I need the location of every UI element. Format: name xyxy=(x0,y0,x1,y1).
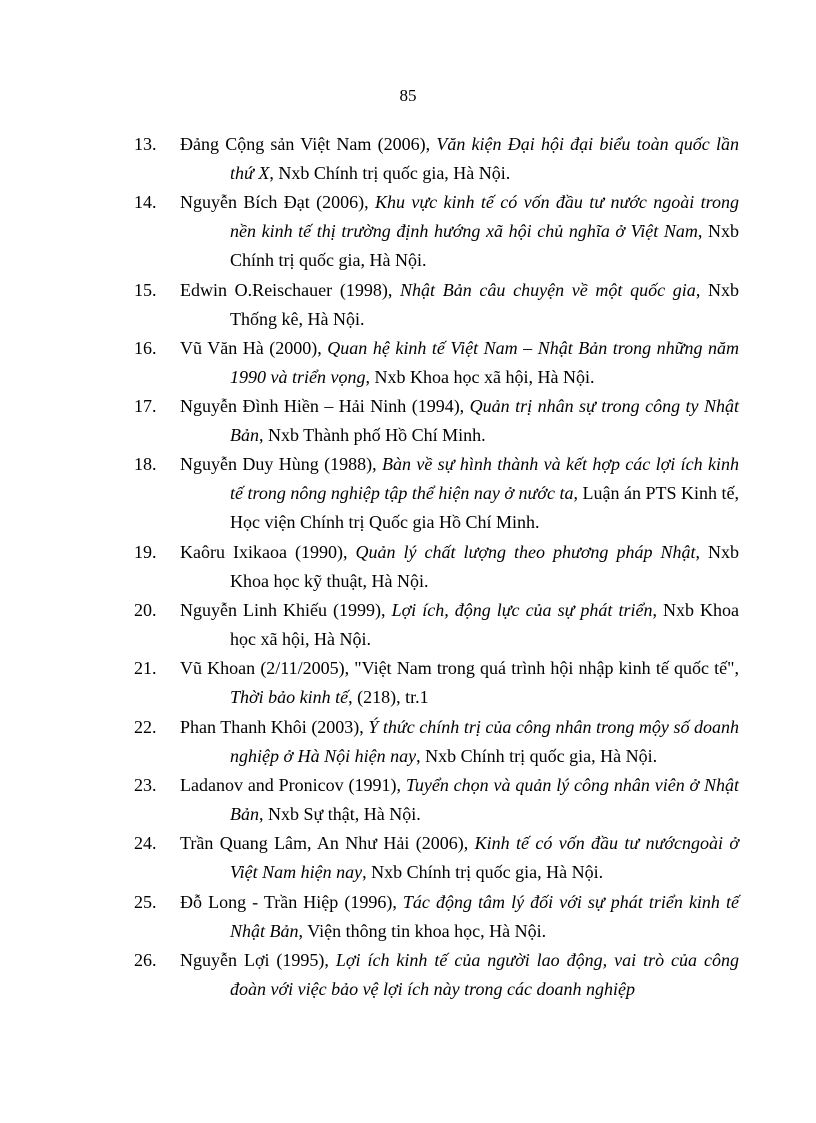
reference-number: 16. xyxy=(134,337,157,358)
reference-item xyxy=(0,276,816,334)
reference-item xyxy=(0,771,816,829)
reference-publisher: , Nxb Chính trị quốc gia, Hà Nội. xyxy=(230,221,739,271)
reference-title: Quan hệ kinh tế Việt Nam – Nhật Bản trong những năm 1990 và triển vọng xyxy=(230,337,740,387)
reference-publisher: , Nxb Chính trị quốc gia, Hà Nội. xyxy=(362,862,604,883)
reference-publisher: , Nxb Chính trị quốc gia, Hà Nội. xyxy=(269,163,511,183)
reference-number: 20. xyxy=(134,600,157,621)
reference-publisher: , Nxb Khoa học xã hội, Hà Nội. xyxy=(365,366,595,387)
reference-title: Khu vực kinh tế có vốn đầu tư nước ngoài trong nền kinh tế thị trường định hướng xã hội chủ nghĩa ở Việt Nam xyxy=(230,192,739,242)
reference-authors: Đỗ Long - Trần Hiệp (1996), xyxy=(180,891,403,912)
reference-title: Quản trị nhân sự trong công ty Nhật Bản xyxy=(230,396,739,446)
reference-publisher: , Viện thông tin khoa học, Hà Nội. xyxy=(298,920,547,941)
reference-item xyxy=(0,450,816,537)
reference-title: Lợi ích, động lực của sự phát triển xyxy=(391,600,653,621)
reference-authors: Nguyễn Lợi (1995), xyxy=(180,949,336,970)
reference-item xyxy=(0,188,816,275)
reference-item xyxy=(0,392,816,450)
reference-authors: Phan Thanh Khôi (2003), xyxy=(180,716,369,737)
reference-item xyxy=(0,713,816,771)
reference-publisher: , Nxb Thống kê, Hà Nội. xyxy=(230,279,740,329)
page-number: 85 xyxy=(399,86,417,105)
reference-item xyxy=(0,596,816,654)
reference-title: Ý thức chính trị của công nhân trong mộy số doanh nghiệp ở Hà Nội hiện nay xyxy=(230,716,739,766)
reference-number: 21. xyxy=(134,658,157,679)
reference-publisher: , Nxb Chính trị quốc gia, Hà Nội. xyxy=(416,745,658,766)
reference-number: 17. xyxy=(134,396,157,417)
reference-authors: Ladanov and Pronicov (1991), xyxy=(180,774,406,795)
reference-title: Bàn về sự hình thành và kết hợp các lợi ích kinh tế trong nông nghiệp tập thể hiện nay ở nước ta xyxy=(230,454,739,504)
reference-number: 13. xyxy=(134,134,157,154)
reference-number: 14. xyxy=(134,192,157,213)
reference-number: 24. xyxy=(134,833,157,854)
reference-title: Kinh tế có vốn đầu tư nướcngoài ở Việt Nam hiện nay xyxy=(230,833,739,883)
reference-title: Tuyển chọn và quản lý công nhân viên ở Nhật Bản xyxy=(230,774,740,824)
reference-title: Quản lý chất lượng theo phương pháp Nhật xyxy=(355,541,696,562)
reference-number: 23. xyxy=(134,774,157,795)
reference-number: 25. xyxy=(134,891,157,912)
reference-item xyxy=(0,538,816,596)
reference-publisher: , (218), tr.1 xyxy=(348,687,429,708)
reference-publisher: , Nxb Khoa học xã hội, Hà Nội. xyxy=(230,600,739,650)
reference-number: 26. xyxy=(134,949,157,970)
reference-title: Văn kiện Đại hội đại biểu toàn quốc lần thứ X xyxy=(230,134,739,183)
reference-publisher: , Nxb Khoa học kỹ thuật, Hà Nội. xyxy=(230,541,740,591)
reference-authors: Đảng Cộng sản Việt Nam (2006), xyxy=(180,134,437,154)
reference-publisher: , Nxb Sự thật, Hà Nội. xyxy=(259,803,421,824)
reference-item xyxy=(0,829,816,887)
reference-authors: Nguyễn Đình Hiền – Hải Ninh (1994), xyxy=(180,396,470,417)
reference-authors: Edwin O.Reischauer (1998), xyxy=(180,279,401,300)
reference-authors: Trần Quang Lâm, An Như Hải (2006), xyxy=(180,833,475,854)
reference-authors: Nguyễn Bích Đạt (2006), xyxy=(180,192,375,213)
reference-publisher: , Nxb Thành phố Hồ Chí Minh. xyxy=(259,425,486,446)
reference-title: Lợi ích kinh tế của người lao động, vai trò của công đoàn với việc bảo vệ lợi ích này trong các doanh nghiệp xyxy=(230,949,739,999)
reference-number: 15. xyxy=(134,279,157,300)
reference-item xyxy=(0,654,816,712)
reference-number: 19. xyxy=(134,541,157,562)
reference-item xyxy=(0,334,816,392)
reference-title: Thời bảo kinh tế xyxy=(230,687,349,708)
reference-authors: Kaôru Ixikaoa (1990), xyxy=(180,541,356,562)
reference-authors: Nguyễn Duy Hùng (1988), xyxy=(180,454,382,475)
reference-item xyxy=(0,946,816,1004)
reference-authors: Vũ Văn Hà (2000), xyxy=(180,337,328,358)
reference-title: Nhật Bản câu chuyện về một quốc gia xyxy=(400,279,696,300)
reference-item xyxy=(0,130,816,188)
reference-number: 22. xyxy=(134,716,157,737)
reference-list xyxy=(0,130,816,1004)
reference-authors: Vũ Khoan (2/11/2005), "Việt Nam trong quá trình hội nhập kinh tế quốc tế", xyxy=(180,658,739,679)
reference-publisher: , Luận án PTS Kinh tế, Học viện Chính trị Quốc gia Hồ Chí Minh. xyxy=(230,483,740,533)
reference-item xyxy=(0,888,816,946)
reference-title: Tác động tâm lý đối với sự phát triển kinh tế Nhật Bản xyxy=(230,891,739,941)
reference-authors: Nguyễn Linh Khiếu (1999), xyxy=(180,600,392,621)
reference-number: 18. xyxy=(134,454,157,475)
